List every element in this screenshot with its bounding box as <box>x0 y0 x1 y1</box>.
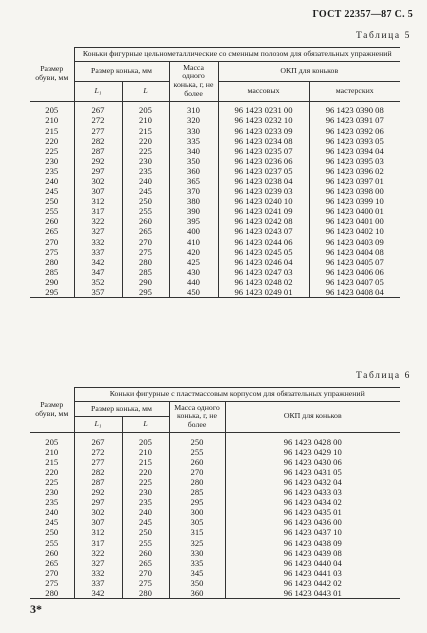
okp-master-cell: 96 1423 0400 01 <box>309 207 400 217</box>
l-cell: 270 <box>122 237 169 247</box>
table-row <box>30 508 400 518</box>
shoe-size-cell: 215 <box>30 126 74 136</box>
table-row <box>30 528 400 538</box>
table-row <box>30 136 400 146</box>
l-cell: 215 <box>122 126 169 136</box>
shoe-size-cell: 210 <box>30 116 74 126</box>
okp-mass-cell: 96 1423 0248 02 <box>218 277 309 287</box>
okp-mass-cell: 96 1423 0231 00 <box>218 101 309 116</box>
l1-cell: 282 <box>74 467 122 477</box>
table5-mass-header: Масса одного конька, г, не более <box>169 61 218 101</box>
shoe-size-cell: 255 <box>30 538 74 548</box>
shoe-size-cell: 260 <box>30 548 74 558</box>
okp-cell: 96 1423 0432 04 <box>225 477 400 487</box>
table-row <box>30 568 400 578</box>
l1-cell: 267 <box>74 101 122 116</box>
okp-cell: 96 1423 0433 03 <box>225 487 400 497</box>
shoe-size-cell: 225 <box>30 477 74 487</box>
mass-cell: 400 <box>169 227 218 237</box>
l1-cell: 277 <box>74 457 122 467</box>
mass-cell: 340 <box>169 146 218 156</box>
l-cell: 260 <box>122 548 169 558</box>
l1-cell: 322 <box>74 548 122 558</box>
mass-cell: 255 <box>169 447 225 457</box>
shoe-size-cell: 230 <box>30 487 74 497</box>
shoe-size-cell: 265 <box>30 558 74 568</box>
l-cell: 210 <box>122 116 169 126</box>
okp-master-cell: 96 1423 0407 05 <box>309 277 400 287</box>
l-cell: 280 <box>122 257 169 267</box>
table-row <box>30 237 400 247</box>
l1-cell: 342 <box>74 588 122 599</box>
l-cell: 215 <box>122 457 169 467</box>
okp-cell: 96 1423 0437 10 <box>225 528 400 538</box>
l1-cell: 282 <box>74 136 122 146</box>
table-row <box>30 497 400 507</box>
okp-mass-cell: 96 1423 0242 08 <box>218 217 309 227</box>
mass-cell: 450 <box>169 287 218 298</box>
l-cell: 245 <box>122 186 169 196</box>
mass-cell: 330 <box>169 548 225 558</box>
mass-cell: 350 <box>169 578 225 588</box>
shoe-size-cell: 205 <box>30 432 74 447</box>
l1-cell: 332 <box>74 568 122 578</box>
l1-cell: 327 <box>74 227 122 237</box>
table5-caption: Таблица 5 <box>355 31 411 41</box>
table-row <box>30 267 400 277</box>
table5-skate-size-header: Размер конька, мм <box>74 61 169 81</box>
okp-mass-cell: 96 1423 0244 06 <box>218 237 309 247</box>
l-cell: 290 <box>122 277 169 287</box>
l-cell: 255 <box>122 207 169 217</box>
shoe-size-cell: 250 <box>30 528 74 538</box>
shoe-size-cell: 285 <box>30 267 74 277</box>
okp-master-cell: 96 1423 0403 09 <box>309 237 400 247</box>
table5-l-header: L <box>122 81 169 101</box>
mass-cell: 305 <box>169 518 225 528</box>
table-row <box>30 277 400 287</box>
okp-cell: 96 1423 0431 05 <box>225 467 400 477</box>
okp-mass-cell: 96 1423 0236 06 <box>218 156 309 166</box>
mass-cell: 410 <box>169 237 218 247</box>
l-cell: 205 <box>122 432 169 447</box>
table-row <box>30 457 400 467</box>
table6-size-header: Размер обуви, мм <box>30 388 74 433</box>
l-cell: 235 <box>122 166 169 176</box>
mass-cell: 380 <box>169 196 218 206</box>
l1-cell: 297 <box>74 497 122 507</box>
table-row <box>30 558 400 568</box>
shoe-size-cell: 275 <box>30 578 74 588</box>
table-row <box>30 538 400 548</box>
page-header: ГОСТ 22357—87 С. 5 <box>312 9 413 20</box>
shoe-size-cell: 270 <box>30 237 74 247</box>
l-cell: 240 <box>122 176 169 186</box>
l1-cell: 297 <box>74 166 122 176</box>
shoe-size-cell: 280 <box>30 588 74 599</box>
table-row <box>30 207 400 217</box>
mass-cell: 350 <box>169 156 218 166</box>
okp-cell: 96 1423 0429 10 <box>225 447 400 457</box>
l-cell: 270 <box>122 568 169 578</box>
l1-cell: 287 <box>74 146 122 156</box>
shoe-size-cell: 220 <box>30 136 74 146</box>
okp-master-cell: 96 1423 0395 03 <box>309 156 400 166</box>
okp-mass-cell: 96 1423 0241 09 <box>218 207 309 217</box>
okp-master-cell: 96 1423 0406 06 <box>309 267 400 277</box>
table5-title: Коньки фигурные цельнометаллические со сменным полозом для обязательных упражнений <box>74 48 400 62</box>
l-cell: 250 <box>122 528 169 538</box>
l1-cell: 317 <box>74 538 122 548</box>
okp-master-cell: 96 1423 0394 04 <box>309 146 400 156</box>
table-row <box>30 477 400 487</box>
okp-cell: 96 1423 0442 02 <box>225 578 400 588</box>
okp-mass-cell: 96 1423 0249 01 <box>218 287 309 298</box>
l-cell: 240 <box>122 508 169 518</box>
okp-cell: 96 1423 0441 03 <box>225 568 400 578</box>
okp-master-cell: 96 1423 0392 06 <box>309 126 400 136</box>
table5-okp-header: ОКП для коньков <box>218 61 400 81</box>
okp-mass-cell: 96 1423 0246 04 <box>218 257 309 267</box>
table-row <box>30 166 400 176</box>
l-cell: 255 <box>122 538 169 548</box>
okp-master-cell: 96 1423 0401 00 <box>309 217 400 227</box>
okp-master-cell: 96 1423 0393 05 <box>309 136 400 146</box>
shoe-size-cell: 240 <box>30 508 74 518</box>
okp-master-cell: 96 1423 0408 04 <box>309 287 400 298</box>
okp-master-cell: 96 1423 0390 08 <box>309 101 400 116</box>
okp-cell: 96 1423 0436 00 <box>225 518 400 528</box>
okp-cell: 96 1423 0435 01 <box>225 508 400 518</box>
shoe-size-cell: 245 <box>30 186 74 196</box>
table-row <box>30 126 400 136</box>
okp-mass-cell: 96 1423 0240 10 <box>218 196 309 206</box>
mass-cell: 430 <box>169 267 218 277</box>
table6 <box>30 387 400 599</box>
table6-title: Коньки фигурные с пластмассовым корпусом для обязательных упражнений <box>74 388 400 402</box>
okp-cell: 96 1423 0443 01 <box>225 588 400 599</box>
l-cell: 230 <box>122 487 169 497</box>
okp-cell: 96 1423 0430 06 <box>225 457 400 467</box>
table-row <box>30 217 400 227</box>
l1-cell: 307 <box>74 518 122 528</box>
table6-l1-header: L₁ <box>74 417 122 433</box>
table5-okp-master-header: мастерских <box>309 81 400 101</box>
shoe-size-cell: 215 <box>30 457 74 467</box>
table6-l-header: L <box>122 417 169 433</box>
table-row <box>30 101 400 116</box>
table-row <box>30 227 400 237</box>
okp-cell: 96 1423 0434 02 <box>225 497 400 507</box>
okp-mass-cell: 96 1423 0245 05 <box>218 247 309 257</box>
okp-master-cell: 96 1423 0396 02 <box>309 166 400 176</box>
okp-master-cell: 96 1423 0391 07 <box>309 116 400 126</box>
mass-cell: 270 <box>169 467 225 477</box>
l-cell: 260 <box>122 217 169 227</box>
shoe-size-cell: 250 <box>30 196 74 206</box>
table6-okp-header: ОКП для коньков <box>225 401 400 432</box>
shoe-size-cell: 220 <box>30 467 74 477</box>
okp-mass-cell: 96 1423 0233 09 <box>218 126 309 136</box>
l-cell: 265 <box>122 227 169 237</box>
okp-master-cell: 96 1423 0404 08 <box>309 247 400 257</box>
mass-cell: 440 <box>169 277 218 287</box>
table-row <box>30 467 400 477</box>
table5 <box>30 47 400 298</box>
l-cell: 275 <box>122 578 169 588</box>
l1-cell: 267 <box>74 432 122 447</box>
l-cell: 205 <box>122 101 169 116</box>
l1-cell: 307 <box>74 186 122 196</box>
l-cell: 210 <box>122 447 169 457</box>
l1-cell: 272 <box>74 116 122 126</box>
l1-cell: 352 <box>74 277 122 287</box>
l1-cell: 357 <box>74 287 122 298</box>
l1-cell: 332 <box>74 237 122 247</box>
table5-okp-mass-header: массовых <box>218 81 309 101</box>
okp-master-cell: 96 1423 0397 01 <box>309 176 400 186</box>
okp-master-cell: 96 1423 0399 10 <box>309 196 400 206</box>
shoe-size-cell: 255 <box>30 207 74 217</box>
l-cell: 220 <box>122 136 169 146</box>
okp-master-cell: 96 1423 0398 00 <box>309 186 400 196</box>
l1-cell: 347 <box>74 267 122 277</box>
l-cell: 250 <box>122 196 169 206</box>
l1-cell: 327 <box>74 558 122 568</box>
table6-caption: Таблица 6 <box>355 371 411 381</box>
mass-cell: 260 <box>169 457 225 467</box>
l1-cell: 277 <box>74 126 122 136</box>
l-cell: 280 <box>122 588 169 599</box>
table-row <box>30 247 400 257</box>
l-cell: 295 <box>122 287 169 298</box>
shoe-size-cell: 265 <box>30 227 74 237</box>
okp-mass-cell: 96 1423 0234 08 <box>218 136 309 146</box>
mass-cell: 280 <box>169 477 225 487</box>
l1-cell: 302 <box>74 176 122 186</box>
table-row <box>30 186 400 196</box>
mass-cell: 300 <box>169 508 225 518</box>
l1-cell: 287 <box>74 477 122 487</box>
footer-mark: 3* <box>30 602 42 616</box>
l1-cell: 302 <box>74 508 122 518</box>
table5-size-header: Размер обуви, мм <box>30 48 74 102</box>
l-cell: 230 <box>122 156 169 166</box>
okp-cell: 96 1423 0428 00 <box>225 432 400 447</box>
mass-cell: 395 <box>169 217 218 227</box>
table-row <box>30 176 400 186</box>
table6-skate-size-header: Размер конька, мм <box>74 401 169 417</box>
shoe-size-cell: 295 <box>30 287 74 298</box>
mass-cell: 320 <box>169 116 218 126</box>
mass-cell: 335 <box>169 136 218 146</box>
l1-cell: 292 <box>74 156 122 166</box>
okp-master-cell: 96 1423 0405 07 <box>309 257 400 267</box>
table-row <box>30 257 400 267</box>
l-cell: 235 <box>122 497 169 507</box>
mass-cell: 360 <box>169 588 225 599</box>
okp-mass-cell: 96 1423 0238 04 <box>218 176 309 186</box>
mass-cell: 315 <box>169 528 225 538</box>
l-cell: 245 <box>122 518 169 528</box>
l1-cell: 312 <box>74 196 122 206</box>
l-cell: 275 <box>122 247 169 257</box>
shoe-size-cell: 270 <box>30 568 74 578</box>
mass-cell: 390 <box>169 207 218 217</box>
l1-cell: 292 <box>74 487 122 497</box>
l1-cell: 342 <box>74 257 122 267</box>
table-row <box>30 447 400 457</box>
mass-cell: 335 <box>169 558 225 568</box>
l-cell: 220 <box>122 467 169 477</box>
shoe-size-cell: 235 <box>30 166 74 176</box>
shoe-size-cell: 205 <box>30 101 74 116</box>
mass-cell: 345 <box>169 568 225 578</box>
mass-cell: 330 <box>169 126 218 136</box>
shoe-size-cell: 225 <box>30 146 74 156</box>
okp-mass-cell: 96 1423 0232 10 <box>218 116 309 126</box>
mass-cell: 420 <box>169 247 218 257</box>
okp-mass-cell: 96 1423 0243 07 <box>218 227 309 237</box>
l-cell: 265 <box>122 558 169 568</box>
okp-mass-cell: 96 1423 0239 03 <box>218 186 309 196</box>
mass-cell: 310 <box>169 101 218 116</box>
l1-cell: 312 <box>74 528 122 538</box>
shoe-size-cell: 245 <box>30 518 74 528</box>
shoe-size-cell: 240 <box>30 176 74 186</box>
l-cell: 225 <box>122 477 169 487</box>
mass-cell: 285 <box>169 487 225 497</box>
mass-cell: 365 <box>169 176 218 186</box>
l1-cell: 272 <box>74 447 122 457</box>
table-row <box>30 432 400 447</box>
mass-cell: 250 <box>169 432 225 447</box>
table-row <box>30 548 400 558</box>
table-row <box>30 518 400 528</box>
mass-cell: 325 <box>169 538 225 548</box>
shoe-size-cell: 260 <box>30 217 74 227</box>
okp-cell: 96 1423 0439 08 <box>225 548 400 558</box>
table-row <box>30 588 400 599</box>
shoe-size-cell: 230 <box>30 156 74 166</box>
table6-mass-header: Масса одного конька, г, не более <box>169 401 225 432</box>
l-cell: 225 <box>122 146 169 156</box>
okp-cell: 96 1423 0438 09 <box>225 538 400 548</box>
shoe-size-cell: 280 <box>30 257 74 267</box>
shoe-size-cell: 235 <box>30 497 74 507</box>
l1-cell: 337 <box>74 247 122 257</box>
l-cell: 285 <box>122 267 169 277</box>
table-row <box>30 578 400 588</box>
l1-cell: 337 <box>74 578 122 588</box>
mass-cell: 370 <box>169 186 218 196</box>
mass-cell: 360 <box>169 166 218 176</box>
okp-cell: 96 1423 0440 04 <box>225 558 400 568</box>
mass-cell: 425 <box>169 257 218 267</box>
mass-cell: 295 <box>169 497 225 507</box>
l1-cell: 322 <box>74 217 122 227</box>
okp-mass-cell: 96 1423 0237 05 <box>218 166 309 176</box>
table5-l1-header: L₁ <box>74 81 122 101</box>
table-row <box>30 156 400 166</box>
table-row <box>30 487 400 497</box>
okp-mass-cell: 96 1423 0235 07 <box>218 146 309 156</box>
okp-mass-cell: 96 1423 0247 03 <box>218 267 309 277</box>
table-row <box>30 146 400 156</box>
l1-cell: 317 <box>74 207 122 217</box>
table-row <box>30 196 400 206</box>
shoe-size-cell: 275 <box>30 247 74 257</box>
shoe-size-cell: 210 <box>30 447 74 457</box>
okp-master-cell: 96 1423 0402 10 <box>309 227 400 237</box>
table-row <box>30 287 400 298</box>
table-row <box>30 116 400 126</box>
shoe-size-cell: 290 <box>30 277 74 287</box>
